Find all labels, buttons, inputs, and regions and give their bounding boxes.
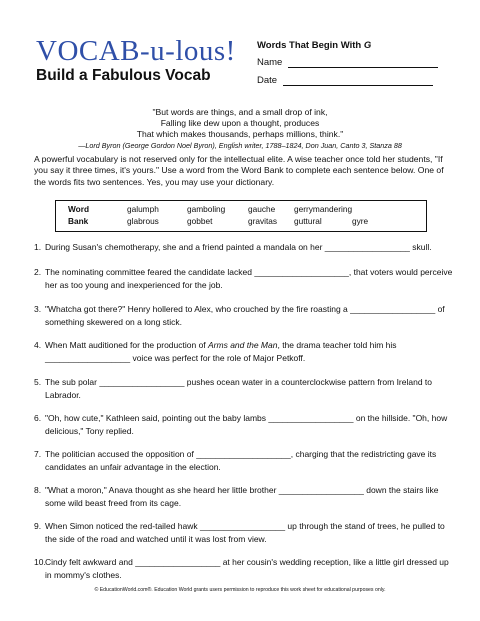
question-5: 5. The sub polar __________________ pushes ocean water in a counterclockwise pattern from Ireland to Labrador. bbox=[34, 376, 454, 401]
date-row bbox=[257, 75, 438, 86]
logo-title: VOCAB-u-lous! bbox=[36, 35, 236, 67]
bank-word: gauche bbox=[248, 204, 276, 214]
question-3: 3. "Whatcha got there?" Henry hollered to Alex, who crouched by the fire roasting a __________________ of something skewered on a long stick. bbox=[34, 303, 454, 328]
question-text: During Susan's chemotherapy, she and a friend painted a mandala on her __________________ skull. bbox=[45, 242, 432, 252]
quote-line: Falling like dew upon a thought, produces bbox=[160, 118, 320, 128]
question-text: The politician accused the opposition of ____________________, charging that the redistricting gave its candidates an unfair advantage in the election. bbox=[45, 449, 437, 472]
question-text: "Whatcha got there?" Henry hollered to Alex, who crouched by the fire roasting a __________________ of something skewered on a long stick. bbox=[45, 304, 445, 327]
play-title: Arms and the Man bbox=[208, 340, 278, 350]
quote-attribution: —Lord Byron (George Gordon Noel Byron), English writer, 1788–1824, Don Juan, Canto 3, Stanza 88 bbox=[78, 141, 402, 150]
bank-word: glabrous bbox=[127, 216, 159, 226]
quote-line: That which makes thousands, perhaps millions, think." bbox=[136, 129, 344, 139]
question-text: "What a moron," Anava thought as she heard her little brother __________________ down the stairs like some wild beast freed from its cage. bbox=[45, 485, 439, 508]
word-bank bbox=[55, 200, 427, 232]
copyright-footer: © EducationWorld.com®. Education World grants users permission to reproduce this work sheet for educational purposes only. bbox=[94, 587, 386, 593]
date-field[interactable] bbox=[283, 75, 433, 86]
logo-subtitle: Build a Fabulous Vocab bbox=[36, 67, 211, 84]
name-label: Name bbox=[257, 57, 283, 68]
bank-word: gyre bbox=[352, 216, 369, 226]
question-7: 7. The politician accused the opposition of ____________________, charging that the redistricting gave its candidates an unfair advantage in the election. bbox=[34, 448, 454, 473]
title-letter: G bbox=[363, 40, 372, 51]
question-text: When Matt auditioned for the production of Arms and the Man, the drama teacher told him his __________________ voice was perfect for the role of Major Petkoff. bbox=[45, 340, 397, 363]
bank-word: gobbet bbox=[187, 216, 213, 226]
question-text: The sub polar __________________ pushes ocean water in a counterclockwise pattern from Ireland to Labrador. bbox=[45, 377, 433, 400]
question-text: "Oh, how cute," Kathleen said, pointing out the baby lambs __________________ on the hillside. "Oh, how delicious," Tony replied. bbox=[45, 413, 448, 436]
bank-word: gerrymandering bbox=[294, 204, 353, 214]
question-10: 10. Cindy felt awkward and __________________ at her cousin's wedding reception, like a little girl dressed up in mommy's clothes. bbox=[34, 556, 454, 581]
word-bank-label: Bank bbox=[68, 216, 89, 226]
name-row bbox=[257, 57, 438, 68]
question-text: Cindy felt awkward and __________________ at her cousin's wedding reception, like a little girl dressed up in mommy's clothes. bbox=[45, 557, 449, 580]
vocabulous-logo bbox=[36, 36, 236, 85]
bank-word: gamboling bbox=[187, 204, 226, 214]
quote-line: "But words are things, and a small drop of ink, bbox=[152, 107, 328, 117]
bank-word: guttural bbox=[294, 216, 322, 226]
worksheet-header bbox=[257, 40, 438, 93]
bank-word: galumph bbox=[127, 204, 159, 214]
question-text: The nominating committee feared the candidate lacked ____________________, that voters would perceive her as too young and inexperienced for the job. bbox=[45, 267, 453, 290]
name-field[interactable] bbox=[288, 57, 438, 68]
date-label: Date bbox=[257, 75, 278, 86]
instructions: A powerful vocabulary is not reserved only for the intellectual elite. A wise teacher once told her students, "If you say it three times, it's yours." Use a word from the Word Bank to complete each sentence below. One of the words fits two sentences. Yes, you may use your dictionary. bbox=[34, 154, 444, 187]
question-text: When Simon noticed the red-tailed hawk __________________ up through the stand of trees, he pulled to the side of the road and watched until it was lost from view. bbox=[45, 521, 445, 544]
question-8: 8. "What a moron," Anava thought as she heard her little brother __________________ down the stairs like some wild beast freed from its cage. bbox=[34, 484, 454, 509]
byron-quote bbox=[0, 107, 480, 151]
question-1: 1. During Susan's chemotherapy, she and a friend painted a mandala on her __________________ skull. bbox=[34, 241, 454, 254]
question-2: 2. The nominating committee feared the candidate lacked ____________________, that voters would perceive her as too young and inexperienced for the job. bbox=[34, 267, 453, 290]
word-bank-label: Word bbox=[68, 204, 90, 214]
question-9: 9. When Simon noticed the red-tailed hawk __________________ up through the stand of trees, he pulled to the side of the road and watched until it was lost from view. bbox=[34, 520, 454, 545]
question-4: 4. When Matt auditioned for the production of Arms and the Man, the drama teacher told him his __________________ voice was perfect for the role of Major Petkoff. bbox=[34, 339, 454, 364]
worksheet-title: Words That Begin With G bbox=[257, 40, 372, 51]
bank-word: gravitas bbox=[248, 216, 278, 226]
question-6: 6. "Oh, how cute," Kathleen said, pointing out the baby lambs __________________ on the hillside. "Oh, how delicious," Tony replied. bbox=[34, 412, 454, 437]
